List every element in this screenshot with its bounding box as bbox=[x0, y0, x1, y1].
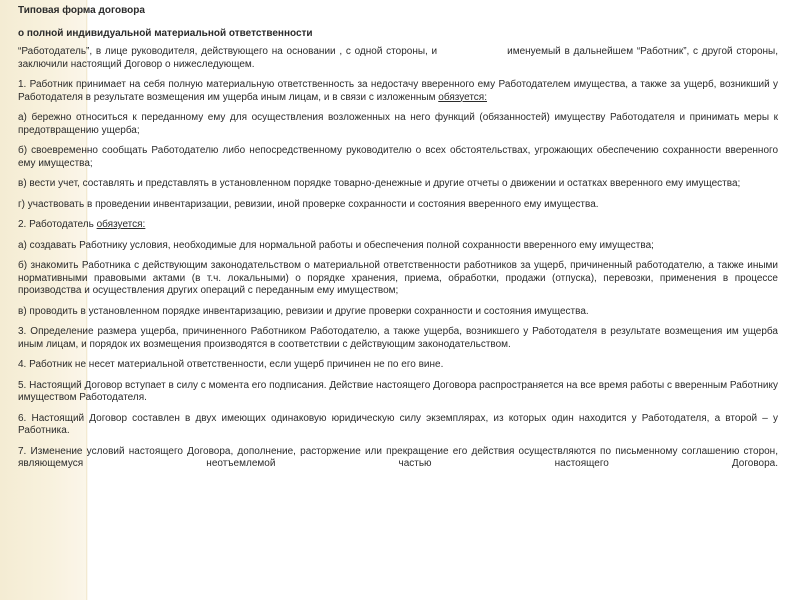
clause-7: 7. Изменение условий настоящего Договора, дополнение, расторжение или прекращение его действия осуществляются по письменному соглашению сторон, являющемуся неотъемлемой частью настоящего Договора. bbox=[18, 445, 778, 469]
clause-2-obliged: обязуется: bbox=[96, 219, 146, 230]
preamble-paragraph bbox=[18, 46, 778, 71]
clause-6: 6. Настоящий Договор составлен в двух имеющих одинаковую юридическую силу экземплярах, из которых один находится у Работодателя, а второй – у Работника. bbox=[18, 412, 778, 436]
clause-1 bbox=[18, 79, 778, 104]
clause-1-text: 1. Работник принимает на себя полную материальную ответственность за недостачу вверенного ему Работодателем имущества, а также за ущерб, возникший у Работодателя в результате возмещения им ущерба иным лицам, и в связи с изложенным bbox=[18, 79, 778, 103]
preamble-part-1: “Работодатель”, в лице руководителя, действующего на основании , с одной стороны, и bbox=[18, 46, 438, 57]
clause-2-item-c: в) проводить в установленном порядке инвентаризацию, ревизии и другие проверки сохранности и состояния имущества. bbox=[18, 305, 589, 317]
document-subtitle: о полной индивидуальной материальной ответственности bbox=[18, 27, 313, 39]
clause-1-item-b: б) своевременно сообщать Работодателю либо непосредственному руководителю о всех обстоятельствах, угрожающих обеспечению сохранности вверенного ему имущества; bbox=[18, 145, 778, 169]
clause-5: 5. Настоящий Договор вступает в силу с момента его подписания. Действие настоящего Договора распространяется на все время работы с вверенным Работнику имуществом Работодателя. bbox=[18, 379, 779, 403]
preamble-part-2: именуемый в дальнейшем “Работник”, с другой стороны, заключили настоящий Договор о нижеследующем. bbox=[18, 46, 778, 70]
clause-2-item-b: б) знакомить Работника с действующим законодательством о материальной ответственности работников за ущерб, причиненный работодателю, а также иными нормативными правовыми актами (в т.ч. локальными) о порядке хранения, приема, обработки, продажи (отпуска), перевозки, применения в процессе производства и осуществления других операций с переданным ему имуществом; bbox=[18, 260, 778, 296]
clause-1-obliged: обязуется: bbox=[438, 91, 488, 103]
clause-1-item-a: а) бережно относиться к переданному ему для осуществления возложенных на него функций (обязанностей) имуществу Работодателя и принимать меры к предотвращению ущерба; bbox=[18, 112, 778, 136]
clause-3: 3. Определение размера ущерба, причиненного Работником Работодателю, а также ущерба, возникшего у Работодателя в результате возмещения им ущерба иным лицам, и порядок их возмещения производятся в соответствии с действующим законодательством. bbox=[18, 326, 778, 350]
clause-4: 4. Работник не несет материальной ответственности, если ущерб причинен не по его вине. bbox=[18, 359, 444, 370]
clause-2-text: 2. Работодатель bbox=[18, 219, 97, 230]
clause-1-item-d: г) участвовать в проведении инвентаризации, ревизии, иной проверке сохранности и состояния вверенного ему имущества. bbox=[18, 198, 599, 210]
clause-2-item-a: а) создавать Работнику условия, необходимые для нормальной работы и обеспечения полной сохранности вверенного ему имущества; bbox=[18, 239, 654, 251]
clause-1-item-c: в) вести учет, составлять и представлять в установленном порядке товарно-денежные и другие отчеты о движении и остатках вверенного ему имущества; bbox=[18, 178, 741, 189]
document-title: Типовая форма договора bbox=[18, 5, 145, 16]
contract-document bbox=[18, 5, 778, 479]
clause-2 bbox=[18, 219, 778, 232]
